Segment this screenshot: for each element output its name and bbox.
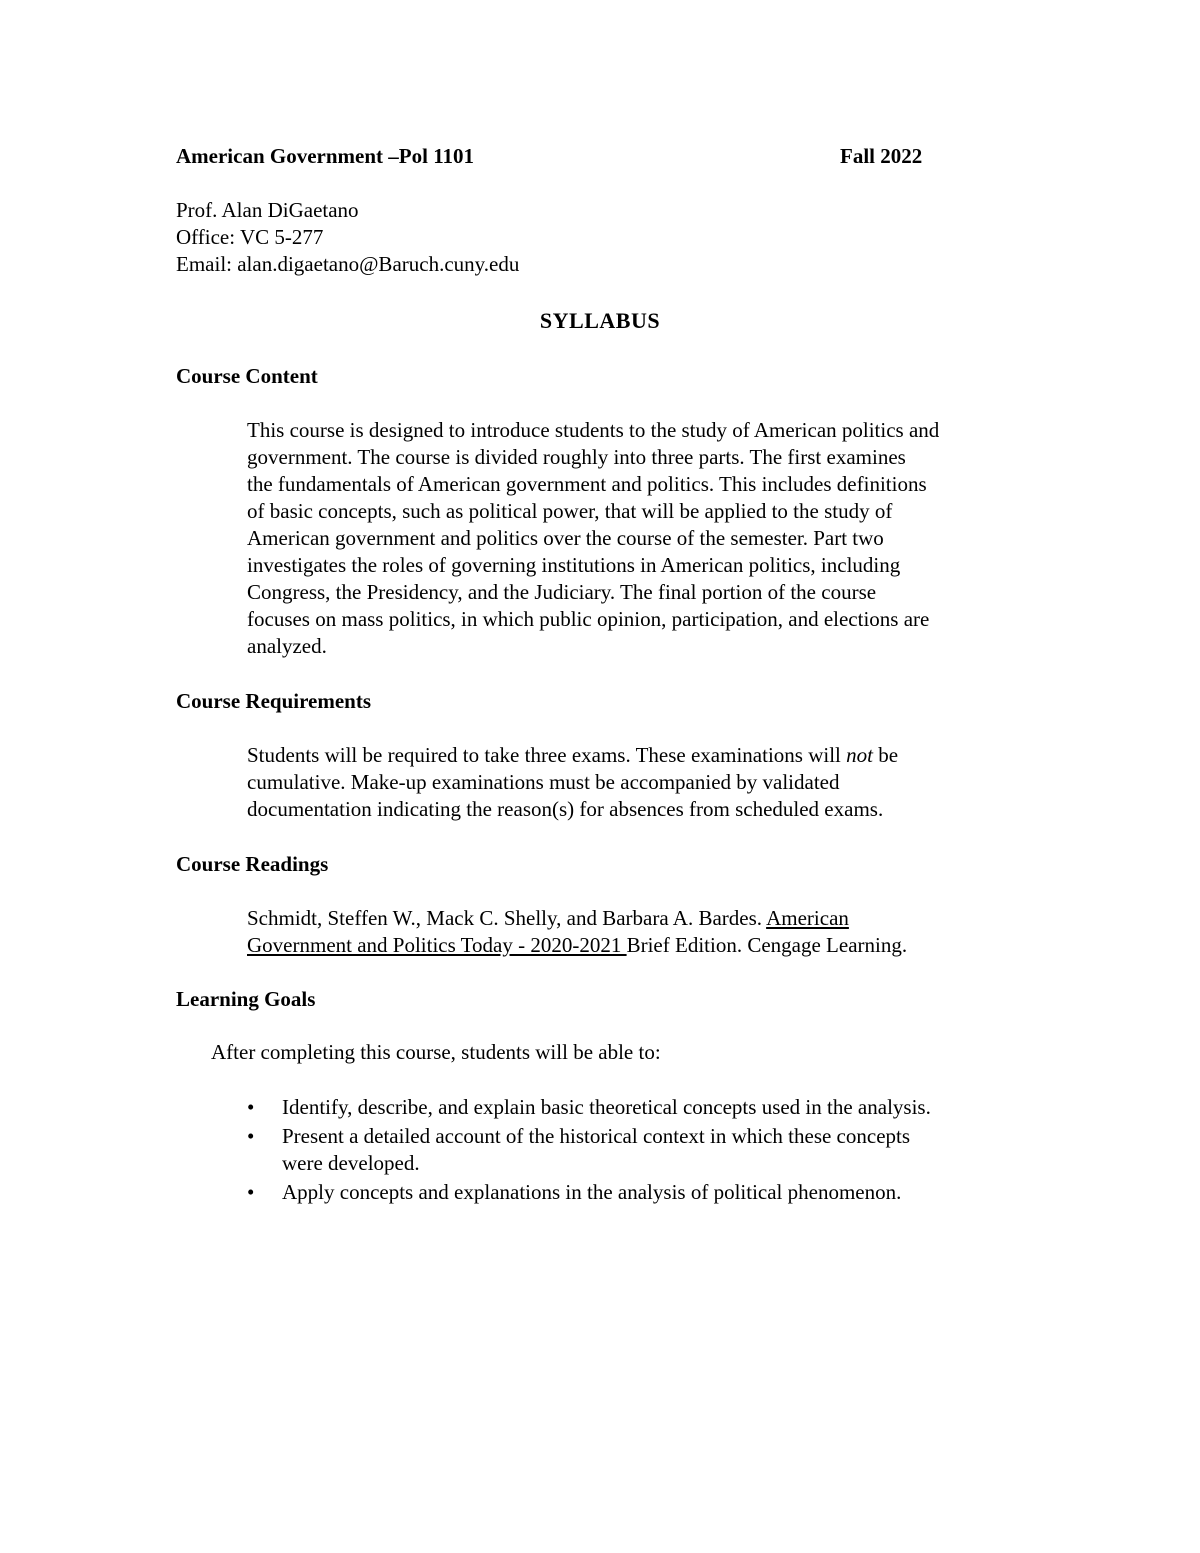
requirements-line [247,742,1037,769]
professor-name: Prof. Alan DiGaetano [176,198,359,222]
requirements-emphasis: not [846,743,873,767]
goal-text: Present a detailed account of the historical context in which these concepts [282,1124,911,1148]
learning-goals-list [247,1094,1047,1208]
course-readings-heading: Course Readings [176,852,329,876]
requirements-text: be [872,743,899,767]
readings-publisher: Brief Edition. Cengage Learning. [626,933,908,957]
goal-text: were developed. [282,1151,420,1175]
course-content-line: American government and politics over the course of the semester. Part two [247,526,884,550]
course-content-paragraph [247,417,1037,660]
learning-goals-heading: Learning Goals [176,987,316,1011]
course-content-line: analyzed. [247,634,327,658]
office-location: Office: VC 5-277 [176,225,324,249]
email-address: Email: alan.digaetano@Baruch.cuny.edu [176,252,520,276]
goal-text: Apply concepts and explanations in the analysis of political phenomenon. [282,1180,902,1204]
term-label: Fall 2022 [840,144,923,168]
course-content-line: focuses on mass politics, in which public opinion, participation, and elections are [247,607,930,631]
course-content-line: government. The course is divided roughly into three parts. The first examines [247,445,906,469]
course-content-line: investigates the roles of governing institutions in American politics, including [247,553,901,577]
requirements-line: documentation indicating the reason(s) for absences from scheduled exams. [247,797,884,821]
readings-authors: Schmidt, Steffen W., Mack C. Shelly, and Barbara A. Bardes. [247,906,767,930]
bullet-icon: • [247,1124,255,1148]
bullet-icon: • [247,1180,255,1204]
goal-text: Identify, describe, and explain basic theoretical concepts used in the analysis. [282,1095,931,1119]
list-item [247,1094,1047,1121]
book-title: American [766,906,849,930]
course-title: American Government –Pol 1101 [176,144,475,168]
course-content-line: This course is designed to introduce students to the study of American politics and [247,418,940,442]
course-requirements-paragraph [247,742,1037,823]
document-heading: SYLLABUS [539,308,661,333]
contact-block [176,197,519,278]
readings-line [247,905,1037,932]
list-item [247,1179,1047,1206]
readings-line [247,932,1037,959]
course-content-line: of basic concepts, such as political power, that will be applied to the study of [247,499,893,523]
course-content-heading: Course Content [176,364,318,388]
course-content-line: the fundamentals of American government and politics. This includes definitions [247,472,927,496]
course-readings-citation [247,905,1037,959]
list-item [247,1123,1047,1177]
requirements-text: Students will be required to take three exams. These examinations will [247,743,847,767]
course-content-line: Congress, the Presidency, and the Judiciary. The final portion of the course [247,580,877,604]
bullet-icon: • [247,1095,255,1119]
requirements-line: cumulative. Make-up examinations must be accompanied by validated [247,770,840,794]
course-requirements-heading: Course Requirements [176,689,372,713]
book-title: Government and Politics Today - 2020-2021 [247,933,627,957]
learning-goals-intro: After completing this course, students will be able to: [211,1040,661,1064]
